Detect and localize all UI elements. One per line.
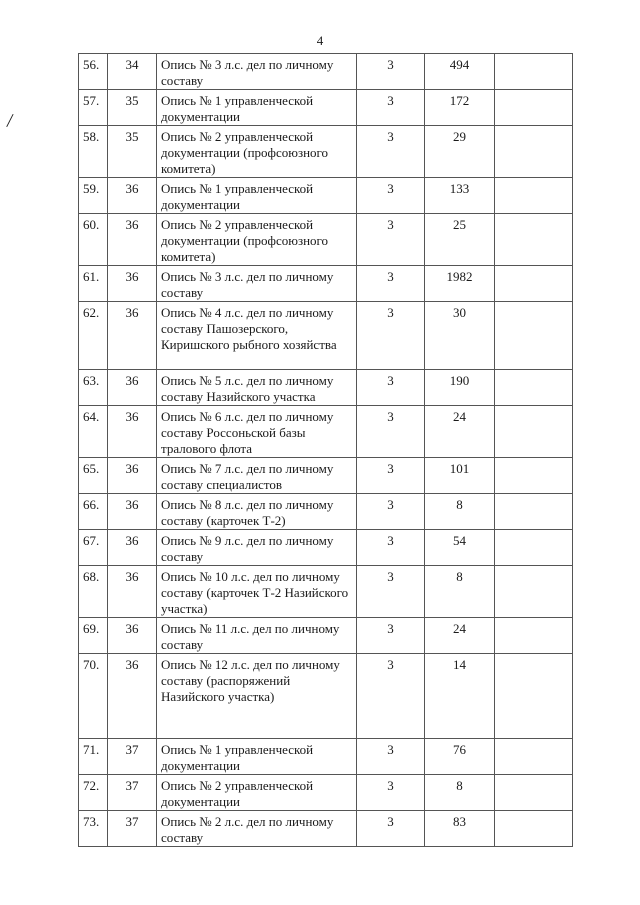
fund-number: 36 [108, 266, 157, 302]
note-cell [495, 811, 573, 847]
fund-number: 36 [108, 566, 157, 618]
inventory-title: Опись № 4 л.с. дел по личному составу Пашозерского, Киришского рыбного хозяйства [157, 302, 357, 370]
row-number: 57. [79, 90, 108, 126]
table-row [79, 266, 573, 302]
inventory-title: Опись № 10 л.с. дел по личному составу (карточек Т-2 Назийского участка) [157, 566, 357, 618]
file-count: 8 [425, 494, 495, 530]
fund-number: 36 [108, 370, 157, 406]
note-cell [495, 406, 573, 458]
file-count: 101 [425, 458, 495, 494]
inventory-title: Опись № 5 л.с. дел по личному составу Назийского участка [157, 370, 357, 406]
inventory-title: Опись № 1 управленческой документации [157, 178, 357, 214]
note-cell [495, 370, 573, 406]
row-number: 56. [79, 54, 108, 90]
inventory-title: Опись № 1 управленческой документации [157, 739, 357, 775]
note-cell [495, 178, 573, 214]
storage-period: 3 [357, 54, 425, 90]
file-count: 25 [425, 214, 495, 266]
fund-number: 36 [108, 530, 157, 566]
storage-period: 3 [357, 178, 425, 214]
fund-number: 36 [108, 458, 157, 494]
inventory-title: Опись № 1 управленческой документации [157, 90, 357, 126]
storage-period: 3 [357, 370, 425, 406]
inventory-title: Опись № 7 л.с. дел по личному составу специалистов [157, 458, 357, 494]
table-row [79, 739, 573, 775]
inventory-title: Опись № 9 л.с. дел по личному составу [157, 530, 357, 566]
file-count: 30 [425, 302, 495, 370]
row-number: 71. [79, 739, 108, 775]
storage-period: 3 [357, 266, 425, 302]
fund-number: 36 [108, 406, 157, 458]
inventory-title: Опись № 11 л.с. дел по личному составу [157, 618, 357, 654]
row-number: 67. [79, 530, 108, 566]
table-row [79, 214, 573, 266]
fund-number: 36 [108, 618, 157, 654]
note-cell [495, 739, 573, 775]
note-cell [495, 654, 573, 739]
table-row [79, 302, 573, 370]
table-row [79, 54, 573, 90]
note-cell [495, 90, 573, 126]
file-count: 76 [425, 739, 495, 775]
table-row [79, 178, 573, 214]
row-number: 58. [79, 126, 108, 178]
table-row [79, 566, 573, 618]
inventory-table [78, 53, 573, 847]
note-cell [495, 458, 573, 494]
table-row [79, 775, 573, 811]
row-number: 70. [79, 654, 108, 739]
table-row [79, 618, 573, 654]
inventory-title: Опись № 3 л.с. дел по личному составу [157, 266, 357, 302]
table-row [79, 494, 573, 530]
table-row [79, 530, 573, 566]
file-count: 190 [425, 370, 495, 406]
row-number: 63. [79, 370, 108, 406]
inventory-title: Опись № 3 л.с. дел по личному составу [157, 54, 357, 90]
fund-number: 36 [108, 178, 157, 214]
inventory-title: Опись № 12 л.с. дел по личному составу (распоряжений Назийского участка) [157, 654, 357, 739]
table-row [79, 370, 573, 406]
file-count: 24 [425, 406, 495, 458]
storage-period: 3 [357, 302, 425, 370]
inventory-title: Опись № 8 л.с. дел по личному составу (карточек Т-2) [157, 494, 357, 530]
row-number: 65. [79, 458, 108, 494]
note-cell [495, 214, 573, 266]
file-count: 1982 [425, 266, 495, 302]
note-cell [495, 566, 573, 618]
page-number: 4 [316, 33, 324, 48]
fund-number: 36 [108, 494, 157, 530]
fund-number: 37 [108, 739, 157, 775]
inventory-title: Опись № 2 управленческой документации (профсоюзного комитета) [157, 126, 357, 178]
row-number: 62. [79, 302, 108, 370]
file-count: 83 [425, 811, 495, 847]
row-number: 73. [79, 811, 108, 847]
storage-period: 3 [357, 618, 425, 654]
storage-period: 3 [357, 530, 425, 566]
row-number: 69. [79, 618, 108, 654]
row-number: 61. [79, 266, 108, 302]
table-row [79, 811, 573, 847]
storage-period: 3 [357, 406, 425, 458]
note-cell [495, 126, 573, 178]
note-cell [495, 54, 573, 90]
file-count: 8 [425, 566, 495, 618]
storage-period: 3 [357, 126, 425, 178]
file-count: 29 [425, 126, 495, 178]
inventory-title: Опись № 2 управленческой документации (профсоюзного комитета) [157, 214, 357, 266]
table-row [79, 654, 573, 739]
file-count: 494 [425, 54, 495, 90]
storage-period: 3 [357, 566, 425, 618]
row-number: 68. [79, 566, 108, 618]
fund-number: 36 [108, 654, 157, 739]
row-number: 59. [79, 178, 108, 214]
storage-period: 3 [357, 494, 425, 530]
fund-number: 37 [108, 811, 157, 847]
note-cell [495, 302, 573, 370]
table-row [79, 90, 573, 126]
inventory-title: Опись № 2 л.с. дел по личному составу [157, 811, 357, 847]
row-number: 72. [79, 775, 108, 811]
table-row [79, 458, 573, 494]
fund-number: 37 [108, 775, 157, 811]
table-row [79, 406, 573, 458]
fund-number: 36 [108, 302, 157, 370]
note-cell [495, 618, 573, 654]
file-count: 14 [425, 654, 495, 739]
file-count: 133 [425, 178, 495, 214]
storage-period: 3 [357, 458, 425, 494]
storage-period: 3 [357, 214, 425, 266]
fund-number: 35 [108, 90, 157, 126]
inventory-table-body [79, 54, 573, 847]
row-number: 60. [79, 214, 108, 266]
storage-period: 3 [357, 739, 425, 775]
inventory-title: Опись № 2 управленческой документации [157, 775, 357, 811]
storage-period: 3 [357, 775, 425, 811]
fund-number: 34 [108, 54, 157, 90]
note-cell [495, 494, 573, 530]
fund-number: 36 [108, 214, 157, 266]
storage-period: 3 [357, 811, 425, 847]
row-number: 64. [79, 406, 108, 458]
fund-number: 35 [108, 126, 157, 178]
file-count: 8 [425, 775, 495, 811]
note-cell [495, 266, 573, 302]
file-count: 54 [425, 530, 495, 566]
note-cell [495, 530, 573, 566]
storage-period: 3 [357, 90, 425, 126]
margin-pen-mark: / [5, 109, 15, 133]
note-cell [495, 775, 573, 811]
file-count: 172 [425, 90, 495, 126]
file-count: 24 [425, 618, 495, 654]
table-row [79, 126, 573, 178]
inventory-title: Опись № 6 л.с. дел по личному составу Россоньской базы тралового флота [157, 406, 357, 458]
row-number: 66. [79, 494, 108, 530]
storage-period: 3 [357, 654, 425, 739]
